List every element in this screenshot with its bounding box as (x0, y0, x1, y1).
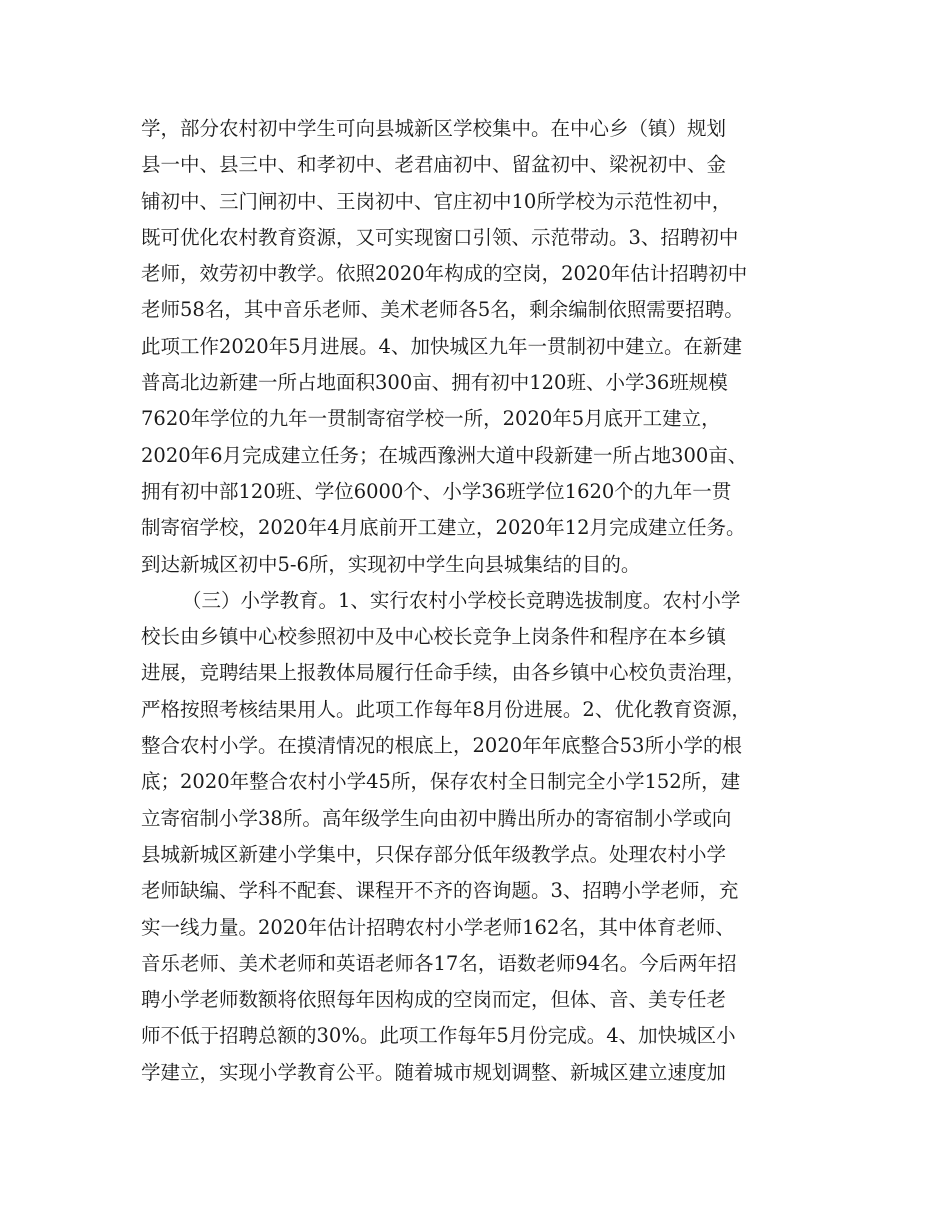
text-line: 整合农村小学。在摸清情况的根底上，2020年年底整合53所小学的根 (141, 734, 742, 758)
text-line: 拥有初中部120班、学位6000个、小学36班学位1620个的九年一贯 (141, 479, 732, 503)
text-line: 严格按照考核结果用人。此项工作每年8月份进展。2、优化教育资源， (141, 697, 751, 721)
text-line: 7620年学位的九年一贯制寄宿学校一所，2020年5月底开工建立， (141, 407, 721, 431)
paragraph-junior-high (141, 111, 821, 583)
text-line: 底；2020年整合农村小学45所，保存农村全日制完全小学152所，建 (141, 770, 741, 794)
text-line: 2020年6月完成建立任务；在城西豫洲大道中段新建一所占地300亩、 (141, 443, 748, 467)
text-line: 学，部分农村初中学生可向县城新区学校集中。在中心乡（镇）规划 (141, 117, 727, 140)
text-line: 既可优化农村教育资源，又可实现窗口引领、示范带动。3、招聘初中 (141, 225, 739, 249)
body-text (141, 111, 821, 1091)
text-line: 普高北边新建一所占地面积300亩、拥有初中120班、小学36班规模 (141, 371, 728, 395)
text-line: 校长由乡镇中心校参照初中及中心校长竞争上岗条件和程序在本乡镇 (141, 625, 727, 649)
text-line: 到达新城区初中5-6所，实现初中学生向县城集结的目的。 (141, 552, 641, 576)
text-line: 县一中、县三中、和孝初中、老君庙初中、留盆初中、梁祝初中、金 (141, 153, 727, 177)
text-line: 此项工作2020年5月进展。4、加快城区九年一贯制初中建立。在新建 (141, 334, 742, 358)
text-line: 进展，竞聘结果上报教体局履行任命手续，由各乡镇中心校负责治理， (141, 661, 746, 685)
text-line: 实一线力量。2020年估计招聘农村小学老师162名，其中体育老师、 (141, 915, 735, 939)
text-line: 制寄宿学校，2020年4月底前开工建立，2020年12月完成建立任务。 (141, 516, 746, 540)
text-line: 学建立，实现小学教育公平。随着城市规划调整、新城区建立速度加 (141, 1060, 727, 1084)
text-line: 县城新城区新建小学集中，只保存部分低年级教学点。处理农村小学 (141, 842, 727, 866)
paragraph-primary-education (141, 583, 821, 1091)
text-line: 老师缺编、学科不配套、课程开不齐的咨询题。3、招聘小学老师，充 (141, 879, 739, 903)
text-line: 音乐老师、美术老师和英语老师各17名，语数老师94名。今后两年招 (141, 951, 737, 975)
text-line: 师不低于招聘总额的30%。此项工作每年5月份完成。4、加快城区小 (141, 1024, 736, 1048)
text-line: 老师，效劳初中教学。依照2020年构成的空岗，2020年估计招聘初中 (141, 262, 748, 286)
text-line: 聘小学老师数额将依照每年因构成的空岗而定，但体、音、美专任老 (141, 988, 727, 1012)
text-line-first-indented: （三）小学教育。1、实行农村小学校长竞聘选拔制度。农村小学 (182, 588, 741, 612)
text-line: 铺初中、三门闸初中、王岗初中、官庄初中10所学校为示范性初中， (141, 189, 732, 213)
text-line: 老师58名，其中音乐老师、美术老师各5名，剩余编制依照需要招聘。 (141, 298, 744, 322)
text-line: 立寄宿制小学38所。高年级学生向由初中腾出所办的寄宿制小学或向 (141, 806, 732, 830)
